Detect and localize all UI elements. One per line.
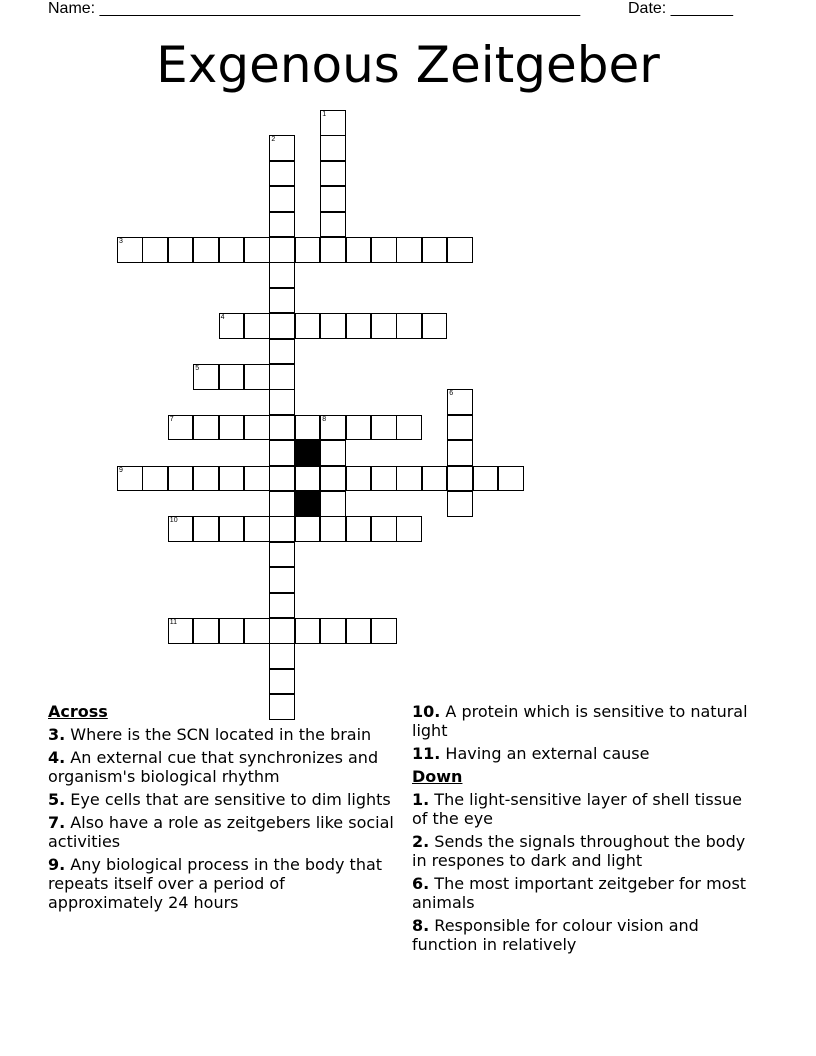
crossword-cell[interactable] bbox=[320, 212, 346, 238]
crossword-cell[interactable] bbox=[244, 364, 270, 390]
clue-number: 8 bbox=[322, 415, 327, 423]
clue-number: 11 bbox=[169, 619, 178, 626]
crossword-cell[interactable] bbox=[346, 415, 372, 441]
clue-item bbox=[48, 725, 398, 744]
crossword-cell[interactable] bbox=[168, 618, 194, 644]
clues-column-left bbox=[48, 702, 398, 916]
crossword-cell[interactable] bbox=[269, 643, 295, 669]
crossword-cell[interactable] bbox=[320, 161, 346, 187]
clue-text: Responsible for colour vision and function in relatively bbox=[412, 916, 699, 954]
clue-text: Sends the signals throughout the body in respones to dark and light bbox=[412, 832, 746, 870]
crossword-cell[interactable] bbox=[269, 415, 295, 441]
puzzle-title: Exgenous Zeitgeber bbox=[156, 36, 660, 94]
crossword-cell[interactable] bbox=[295, 618, 321, 644]
crossword-cell[interactable] bbox=[447, 491, 473, 517]
clue-item bbox=[412, 790, 762, 828]
clue-number-label: 3. bbox=[48, 725, 66, 744]
crossword-cell[interactable] bbox=[219, 516, 245, 542]
crossword-cell[interactable] bbox=[269, 262, 295, 288]
crossword-cell[interactable] bbox=[498, 466, 524, 492]
crossword-cell[interactable] bbox=[269, 389, 295, 415]
clue-item bbox=[412, 744, 762, 763]
clue-item bbox=[412, 916, 762, 954]
clue-text: Any biological process in the body that repeats itself over a period of approximately 24 hours bbox=[48, 855, 383, 912]
crossword-cell[interactable] bbox=[295, 466, 321, 492]
crossword-cell[interactable] bbox=[219, 237, 245, 263]
crossword-cell[interactable] bbox=[193, 364, 219, 390]
crossword-cell[interactable] bbox=[269, 339, 295, 365]
clue-number: 5 bbox=[195, 365, 200, 372]
crossword-cell[interactable] bbox=[269, 593, 295, 619]
crossword-cell[interactable] bbox=[117, 237, 143, 263]
clue-number: 9 bbox=[119, 466, 123, 474]
black-square bbox=[295, 440, 321, 466]
crossword-cell[interactable] bbox=[269, 364, 295, 390]
crossword-cell[interactable] bbox=[396, 466, 422, 492]
clue-item bbox=[48, 813, 398, 851]
crossword-cell[interactable] bbox=[447, 440, 473, 466]
crossword-cell[interactable] bbox=[473, 466, 499, 492]
clue-text: The light-sensitive layer of shell tissue of the eye bbox=[412, 790, 743, 828]
crossword-cell[interactable] bbox=[219, 466, 245, 492]
crossword-cell[interactable] bbox=[269, 161, 295, 187]
crossword-cell[interactable] bbox=[219, 415, 245, 441]
crossword-cell[interactable] bbox=[346, 237, 372, 263]
crossword-cell[interactable] bbox=[244, 313, 270, 339]
crossword-cell[interactable] bbox=[193, 466, 219, 492]
clue-number: 4 bbox=[220, 314, 225, 322]
crossword-cell[interactable] bbox=[168, 466, 194, 492]
clue-number: 7 bbox=[169, 415, 174, 423]
clue-text: Eye cells that are sensitive to dim lights bbox=[65, 790, 391, 809]
crossword-cell[interactable] bbox=[269, 440, 295, 466]
clue-item bbox=[48, 748, 398, 786]
clue-number-label: 10. bbox=[412, 702, 441, 721]
clue-item bbox=[48, 855, 398, 912]
crossword-cell[interactable] bbox=[447, 466, 473, 492]
crossword-cell[interactable] bbox=[396, 516, 422, 542]
crossword-cell[interactable] bbox=[320, 516, 346, 542]
crossword-cell[interactable] bbox=[244, 516, 270, 542]
crossword-cell[interactable] bbox=[219, 364, 245, 390]
crossword-cell[interactable] bbox=[371, 313, 397, 339]
crossword-cell[interactable] bbox=[269, 542, 295, 568]
clue-number-label: 5. bbox=[48, 790, 66, 809]
clue-number-label: 1. bbox=[412, 790, 430, 809]
crossword-cell[interactable] bbox=[320, 415, 346, 441]
crossword-cell[interactable] bbox=[269, 186, 295, 212]
clue-item bbox=[412, 702, 762, 740]
crossword-cell[interactable] bbox=[422, 313, 448, 339]
crossword-cell[interactable] bbox=[269, 288, 295, 314]
crossword-cell[interactable] bbox=[168, 415, 194, 441]
crossword-cell[interactable] bbox=[371, 618, 397, 644]
crossword-cell[interactable] bbox=[142, 466, 168, 492]
crossword-cell[interactable] bbox=[168, 516, 194, 542]
date-field[interactable]: Date: _______ bbox=[628, 0, 733, 17]
crossword-cell[interactable] bbox=[320, 186, 346, 212]
crossword-cell[interactable] bbox=[320, 313, 346, 339]
crossword-cell[interactable] bbox=[422, 237, 448, 263]
crossword-cell[interactable] bbox=[295, 516, 321, 542]
crossword-cell[interactable] bbox=[320, 237, 346, 263]
clue-item bbox=[48, 790, 398, 809]
crossword-cell[interactable] bbox=[269, 567, 295, 593]
crossword-cell[interactable] bbox=[371, 466, 397, 492]
clues-column-right bbox=[412, 702, 762, 958]
clue-number-label: 8. bbox=[412, 916, 430, 935]
crossword-cell[interactable] bbox=[447, 237, 473, 263]
across-heading: Across bbox=[48, 702, 108, 721]
crossword-cell[interactable] bbox=[320, 491, 346, 517]
crossword-cell[interactable] bbox=[422, 466, 448, 492]
crossword-cell[interactable] bbox=[219, 618, 245, 644]
crossword-cell[interactable] bbox=[320, 135, 346, 161]
clue-number: 3 bbox=[119, 238, 123, 245]
crossword-cell[interactable] bbox=[142, 237, 168, 263]
crossword-cell[interactable] bbox=[320, 618, 346, 644]
clue-text: A protein which is sensitive to natural light bbox=[412, 702, 748, 740]
crossword-cell[interactable] bbox=[320, 110, 346, 136]
clue-text: Having an external cause bbox=[440, 744, 650, 763]
crossword-cell[interactable] bbox=[244, 237, 270, 263]
crossword-cell[interactable] bbox=[295, 313, 321, 339]
clue-number-label: 2. bbox=[412, 832, 430, 851]
crossword-cell[interactable] bbox=[269, 237, 295, 263]
clue-text: Where is the SCN located in the brain bbox=[65, 725, 372, 744]
clue-text: An external cue that synchronizes and organism's biological rhythm bbox=[48, 748, 379, 786]
name-field[interactable]: Name: ______________________________________________________ bbox=[48, 0, 581, 17]
crossword-cell[interactable] bbox=[447, 389, 473, 415]
crossword-cell[interactable] bbox=[269, 669, 295, 695]
crossword-cell[interactable] bbox=[244, 618, 270, 644]
crossword-cell[interactable] bbox=[396, 237, 422, 263]
crossword-cell[interactable] bbox=[269, 491, 295, 517]
crossword-cell[interactable] bbox=[193, 618, 219, 644]
clue-number: 2 bbox=[271, 136, 276, 144]
clue-number-label: 9. bbox=[48, 855, 66, 874]
clue-number: 6 bbox=[449, 390, 454, 398]
crossword-cell[interactable] bbox=[295, 415, 321, 441]
down-heading: Down bbox=[412, 767, 463, 786]
crossword-cell[interactable] bbox=[371, 516, 397, 542]
crossword-cell[interactable] bbox=[168, 237, 194, 263]
crossword-cell[interactable] bbox=[346, 466, 372, 492]
crossword-cell[interactable] bbox=[193, 415, 219, 441]
crossword-cell[interactable] bbox=[269, 466, 295, 492]
crossword-cell[interactable] bbox=[193, 237, 219, 263]
crossword-cell[interactable] bbox=[269, 313, 295, 339]
clue-text: The most important zeitgeber for most animals bbox=[412, 874, 747, 912]
crossword-cell[interactable] bbox=[371, 415, 397, 441]
crossword-cell[interactable] bbox=[244, 415, 270, 441]
crossword-cell[interactable] bbox=[244, 466, 270, 492]
clue-number: 1 bbox=[322, 111, 327, 118]
crossword-cell[interactable] bbox=[447, 415, 473, 441]
crossword-cell[interactable] bbox=[346, 618, 372, 644]
crossword-cell[interactable] bbox=[346, 516, 372, 542]
clue-number-label: 7. bbox=[48, 813, 66, 832]
black-square bbox=[295, 491, 321, 517]
crossword-cell[interactable] bbox=[320, 466, 346, 492]
crossword-cell[interactable] bbox=[371, 237, 397, 263]
crossword-cell[interactable] bbox=[269, 135, 295, 161]
clue-item bbox=[412, 874, 762, 912]
crossword-cell[interactable] bbox=[346, 313, 372, 339]
crossword-cell[interactable] bbox=[219, 313, 245, 339]
crossword-cell[interactable] bbox=[269, 212, 295, 238]
clue-item bbox=[412, 832, 762, 870]
clue-number: 10 bbox=[169, 517, 178, 525]
crossword-cell[interactable] bbox=[320, 440, 346, 466]
crossword-cell[interactable] bbox=[396, 415, 422, 441]
crossword-cell[interactable] bbox=[295, 237, 321, 263]
clue-number-label: 11. bbox=[412, 744, 441, 763]
crossword-cell[interactable] bbox=[396, 313, 422, 339]
clue-number-label: 4. bbox=[48, 748, 66, 767]
crossword-cell[interactable] bbox=[269, 516, 295, 542]
crossword-cell[interactable] bbox=[269, 618, 295, 644]
crossword-cell[interactable] bbox=[117, 466, 143, 492]
clue-number-label: 6. bbox=[412, 874, 430, 893]
clue-text: Also have a role as zeitgebers like social activities bbox=[48, 813, 394, 851]
crossword-cell[interactable] bbox=[193, 516, 219, 542]
